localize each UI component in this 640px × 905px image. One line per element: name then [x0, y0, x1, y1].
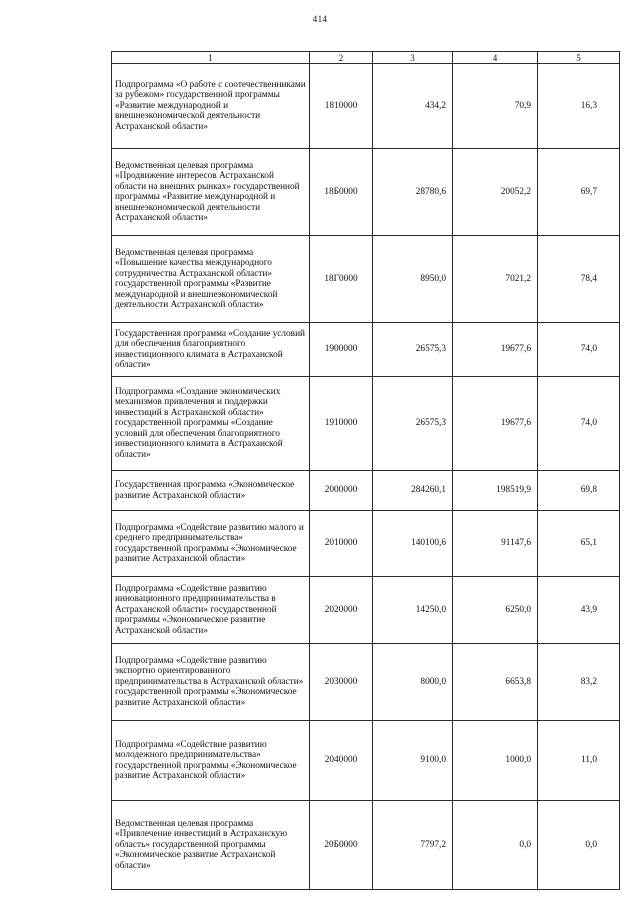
program-code: 20Б0000: [310, 801, 373, 890]
actual-value: 19677,6: [453, 323, 538, 377]
planned-value: 9100,0: [373, 721, 453, 801]
program-code: 2010000: [310, 511, 373, 577]
planned-value: 26575,3: [373, 377, 453, 471]
program-name: Государственная программа «Создание условий для обеспечения благоприятного инвестиционного климата в Астраханской области»: [112, 323, 310, 377]
actual-value: 1000,0: [453, 721, 538, 801]
actual-value: 6653,8: [453, 644, 538, 721]
actual-value: 91147,6: [453, 511, 538, 577]
header-col-4: 4: [453, 52, 538, 64]
page-number: 414: [312, 14, 328, 24]
planned-value: 8950,0: [373, 236, 453, 323]
program-name: Подпрограмма «Содействие развитию инновационного предпринимательства в Астраханской области» государственной программы «Экономическое развитие Астраханской области»: [112, 577, 310, 644]
actual-value: 198519,9: [453, 471, 538, 511]
program-name: Государственная программа «Экономическое развитие Астраханской области»: [112, 471, 310, 511]
header-row: [112, 52, 620, 64]
header-col-2: 2: [310, 52, 373, 64]
execution-percent: 74,0: [538, 323, 620, 377]
execution-percent: 43,9: [538, 577, 620, 644]
header-col-5: 5: [538, 52, 620, 64]
program-name: Ведомственная целевая программа «Привлечение инвестиций в Астраханскую область» государственной программы «Экономическое развитие Астраханской области»: [112, 801, 310, 890]
actual-value: 70,9: [453, 64, 538, 149]
table-row: [112, 149, 620, 236]
program-name: Подпрограмма «Содействие развитию экспортно ориентированного предпринимательства в Астраханской области» государственной программы «Экономическое развитие Астраханской области»: [112, 644, 310, 721]
program-code: 1910000: [310, 377, 373, 471]
table-row: [112, 236, 620, 323]
table-row: [112, 323, 620, 377]
execution-percent: 65,1: [538, 511, 620, 577]
execution-percent: 78,4: [538, 236, 620, 323]
planned-value: 8000,0: [373, 644, 453, 721]
actual-value: 0,0: [453, 801, 538, 890]
planned-value: 140100,6: [373, 511, 453, 577]
execution-percent: 11,0: [538, 721, 620, 801]
planned-value: 7797,2: [373, 801, 453, 890]
program-code: 2040000: [310, 721, 373, 801]
table-row: [112, 377, 620, 471]
table-row: [112, 511, 620, 577]
header-col-3: 3: [373, 52, 453, 64]
actual-value: 7021,2: [453, 236, 538, 323]
table-row: [112, 644, 620, 721]
table-row: [112, 471, 620, 511]
planned-value: 28780,6: [373, 149, 453, 236]
execution-percent: 74,0: [538, 377, 620, 471]
program-name: Подпрограмма «Создание экономических механизмов привлечения и поддержки инвестиций в Астраханской области» государственной программы «Создание условий для обеспечения благоприятного инвестиционного климата в Астраханской области»: [112, 377, 310, 471]
program-code: 2030000: [310, 644, 373, 721]
program-code: 2000000: [310, 471, 373, 511]
planned-value: 434,2: [373, 64, 453, 149]
planned-value: 26575,3: [373, 323, 453, 377]
table-row: [112, 721, 620, 801]
actual-value: 20052,2: [453, 149, 538, 236]
program-name: Подпрограмма «Содействие развитию малого и среднего предпринимательства» государственной программы «Экономическое развитие Астраханской области»: [112, 511, 310, 577]
execution-percent: 16,3: [538, 64, 620, 149]
execution-percent: 0,0: [538, 801, 620, 890]
table-row: [112, 64, 620, 149]
execution-percent: 83,2: [538, 644, 620, 721]
program-code: 18Г0000: [310, 236, 373, 323]
program-name: Ведомственная целевая программа «Продвижение интересов Астраханской области на внешних рынках» государственной программы «Развитие международной и внешнеэкономической деятельности Астраханской области»: [112, 149, 310, 236]
planned-value: 284260,1: [373, 471, 453, 511]
table-row: [112, 577, 620, 644]
table-row: [112, 801, 620, 890]
program-name: Подпрограмма «О работе с соотечественниками за рубежом» государственной программы «Развитие международной и внешнеэкономической деятельности Астраханской области»: [112, 64, 310, 149]
program-name: Подпрограмма «Содействие развитию молодежного предпринимательства» государственной программы «Экономическое развитие Астраханской области»: [112, 721, 310, 801]
program-code: 18Б0000: [310, 149, 373, 236]
planned-value: 14250,0: [373, 577, 453, 644]
report-table: [111, 51, 620, 890]
program-code: 2020000: [310, 577, 373, 644]
program-code: 1900000: [310, 323, 373, 377]
actual-value: 19677,6: [453, 377, 538, 471]
header-col-1: 1: [112, 52, 310, 64]
program-name: Ведомственная целевая программа «Повышение качества международного сотрудничества Астраханской области» государственной программы «Развитие международной и внешнеэкономической деятельности Астраханской области»: [112, 236, 310, 323]
execution-percent: 69,8: [538, 471, 620, 511]
program-code: 1810000: [310, 64, 373, 149]
actual-value: 6250,0: [453, 577, 538, 644]
execution-percent: 69,7: [538, 149, 620, 236]
